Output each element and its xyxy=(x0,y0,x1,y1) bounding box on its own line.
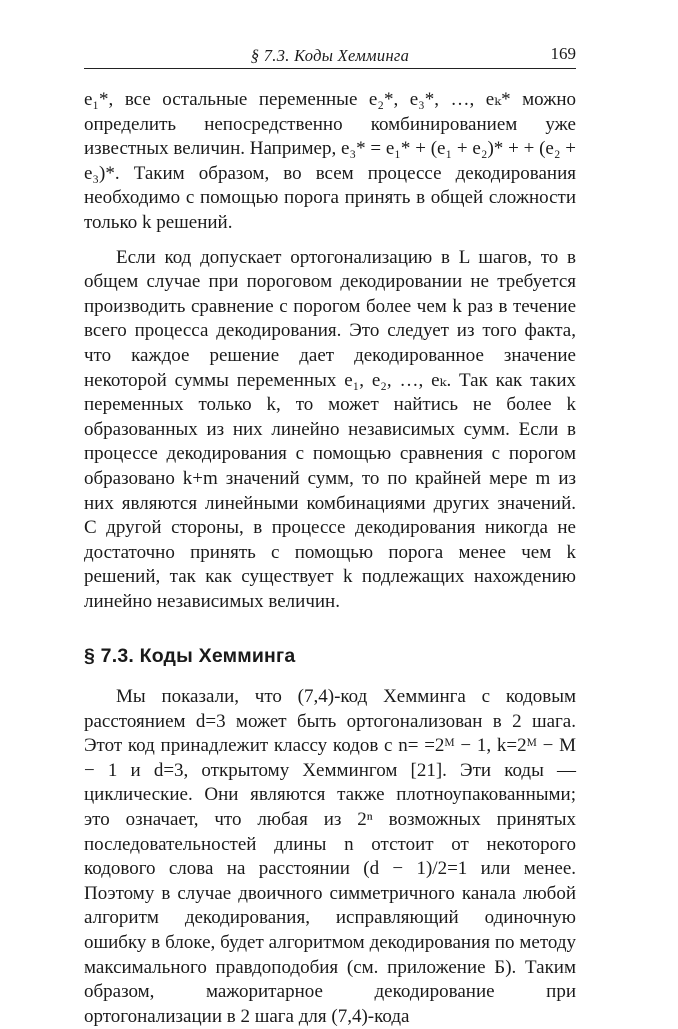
page-header xyxy=(84,40,576,69)
page-number: 169 xyxy=(550,44,576,63)
section-heading: § 7.3. Коды Хемминга xyxy=(84,645,296,668)
running-title: § 7.3. Коды Хемминга xyxy=(250,46,410,65)
paragraph-continuation: e₁*, все остальные переменные e₂*, e₃*, …, eₖ* можно определить непосредственно комбинированием уже известных величин. Например, e₃* = e₁* + (e₁ + e₂)* + + (e₂ + e₃)*. Таким образом, во всем процессе декодирования необходимо с помощью порога принять в общей сложности только k решений. xyxy=(84,89,576,233)
paragraph-hamming-codes: Мы показали, что (7,4)-код Хемминга с кодовым расстоянием d=3 может быть ортогонализован в 2 шага. Этот код принадлежит классу кодов с n= =2ᴹ − 1, k=2ᴹ − M − 1 и d=3, открытому Хеммингом [21]. Эти коды — циклические. Они являются также плотноупакованными; это означает, что любая из 2ⁿ возможных принятых последовательностей длины n отстоит от некоторого кодового слова на расстоянии (d − 1)/2=1 или менее. Поэтому в случае двоичного симметричного канала любой алгоритм декодирования, исправляющий одиночную ошибку в блоке, будет алгоритмом декодирования по методу максимального правдоподобия (см. приложение Б). Таким образом, мажоритарное декодирование при ортогонализации в 2 шага для (7,4)-кода xyxy=(84,686,576,1027)
page-body xyxy=(84,88,576,1029)
paragraph-orthogonalization: Если код допускает ортогонализацию в L шагов, то в общем случае при пороговом декодировании не требуется производить сравнение с порогом более чем k раз в течение всего процесса декодирования. Это следует из того факта, что каждое решение дает декодированное значение некоторой суммы переменных e₁, e₂, …, eₖ. Так как таких переменных только k, то может найтись не более k образованных из них линейно независимых сумм. Если в процессе декодирования с помощью сравнения с порогом образовано k+m значений сумм, то по крайней мере m из них являются линейными комбинациями других значений. С другой стороны, в процессе декодирования никогда не достаточно принять с помощью порога менее чем k решений, так как существует k подлежащих нахождению линейно независимых величин. xyxy=(84,246,576,612)
